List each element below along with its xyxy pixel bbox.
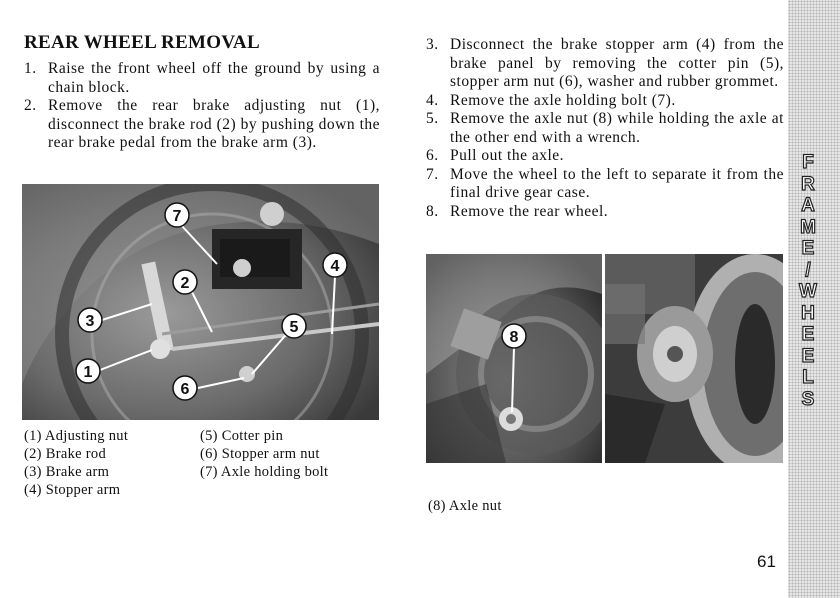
step-item xyxy=(426,110,784,147)
svg-text:5: 5 xyxy=(289,319,299,336)
legend-column-1 xyxy=(24,427,128,499)
callout-layer xyxy=(426,254,602,463)
side-letter: F xyxy=(802,152,814,173)
section-side-label xyxy=(788,152,828,410)
legend-item: (8) Axle nut xyxy=(428,498,502,514)
side-letter: E xyxy=(801,345,815,367)
legend-item: (6) Stopper arm nut xyxy=(200,446,320,462)
step-text: Remove the axle nut (8) while holding the axle at the other end with a wrench. xyxy=(450,110,784,146)
step-item xyxy=(426,92,784,111)
axle-nut-photo xyxy=(426,254,602,463)
callout-3 xyxy=(78,308,102,332)
step-text: Disconnect the brake stopper arm (4) from the brake panel by removing the cotter pin (5), stopper arm nut (6), washer and rubber grommet. xyxy=(450,36,784,90)
step-text: Remove the rear wheel. xyxy=(450,202,609,220)
side-letter: S xyxy=(801,388,815,410)
callout-7 xyxy=(165,203,189,227)
legend-photo-2 xyxy=(428,497,502,515)
step-number: 3. xyxy=(426,36,439,53)
svg-text:3: 3 xyxy=(85,313,95,330)
svg-text:4: 4 xyxy=(330,258,340,275)
legend-item: (2) Brake rod xyxy=(24,446,107,462)
step-number: 7. xyxy=(426,165,439,183)
legend-item: (1) Adjusting nut xyxy=(24,428,129,444)
side-letter: W xyxy=(799,281,817,302)
step-item xyxy=(426,203,784,222)
step-item xyxy=(24,60,380,97)
wheel-drum-photo xyxy=(605,254,783,463)
side-letter: A xyxy=(801,195,815,216)
step-number: 6. xyxy=(426,147,439,164)
step-text: Move the wheel to the left to separate it from the final drive gear case. xyxy=(450,165,784,201)
step-number: 8. xyxy=(426,202,439,220)
svg-text:6: 6 xyxy=(180,381,190,398)
side-letter: E xyxy=(801,324,815,345)
step-text: Raise the front wheel off the ground by using a chain block. xyxy=(48,60,380,96)
side-letter: H xyxy=(801,302,815,324)
callout-1 xyxy=(76,359,100,383)
svg-text:8: 8 xyxy=(509,329,519,346)
side-letter: L xyxy=(802,367,814,388)
legend-item: (7) Axle holding bolt xyxy=(200,464,329,480)
legend-item: (4) Stopper arm xyxy=(24,482,121,498)
step-item xyxy=(426,147,784,166)
page-number: 61 xyxy=(757,552,776,571)
legend-item: (5) Cotter pin xyxy=(200,428,284,444)
svg-text:1: 1 xyxy=(83,364,93,381)
legend-column-2 xyxy=(200,427,328,481)
side-letter: M xyxy=(800,216,816,238)
svg-text:7: 7 xyxy=(172,208,182,225)
step-item xyxy=(426,166,784,203)
step-number: 5. xyxy=(426,110,439,127)
step-item xyxy=(426,36,784,92)
step-text: Remove the rear brake adjusting nut (1), disconnect the brake rod (2) by pushing down the rear brake pedal from the brake arm (3). xyxy=(48,97,380,151)
step-text: Pull out the axle. xyxy=(450,147,565,164)
steps-list-right xyxy=(426,36,784,221)
step-text: Remove the axle holding bolt (7). xyxy=(450,91,676,109)
callout-8 xyxy=(502,324,526,348)
legend-item: (3) Brake arm xyxy=(24,464,110,480)
callout-5 xyxy=(282,314,306,338)
step-number: 1. xyxy=(24,60,37,77)
svg-text:2: 2 xyxy=(180,275,190,292)
steps-list-left xyxy=(24,60,380,153)
brake-assembly-photo xyxy=(22,184,379,420)
step-number: 4. xyxy=(426,91,439,109)
page-title: REAR WHEEL REMOVAL xyxy=(24,32,260,53)
callout-6 xyxy=(173,376,197,400)
step-item xyxy=(24,97,380,153)
side-letter: / xyxy=(805,259,811,281)
callout-4 xyxy=(323,253,347,277)
callout-layer xyxy=(22,184,379,420)
side-letter: R xyxy=(801,173,815,195)
callout-2 xyxy=(173,270,197,294)
side-letter: E xyxy=(801,238,815,259)
wheel-drum-illustration xyxy=(605,254,783,463)
step-number: 2. xyxy=(24,97,37,114)
